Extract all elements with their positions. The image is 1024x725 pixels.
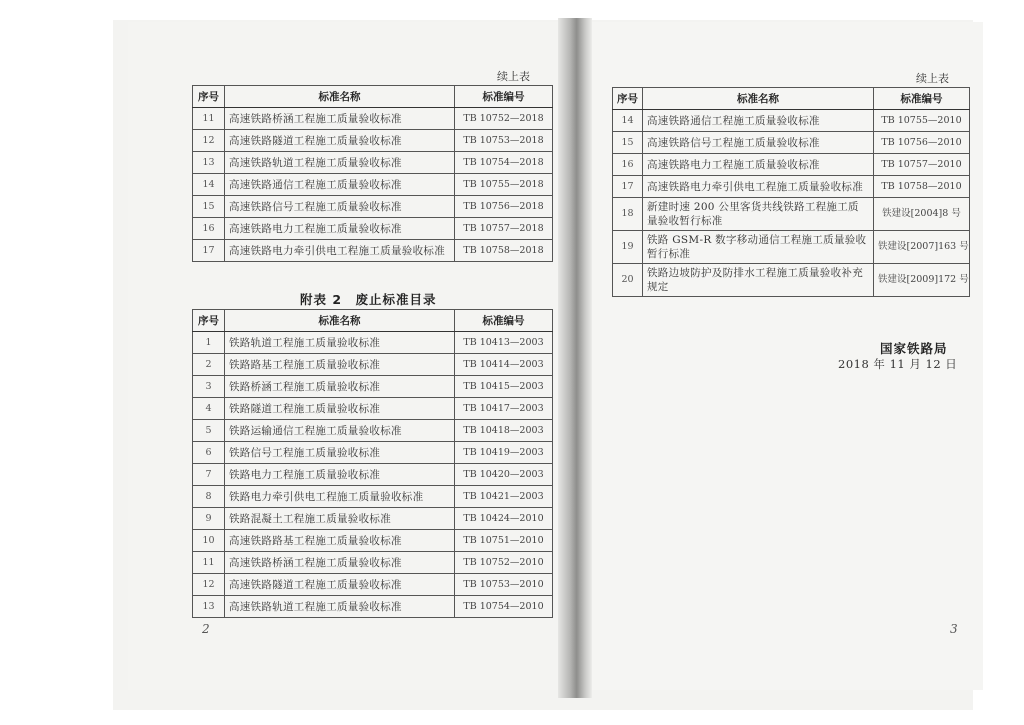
standard-name: 高速铁路轨道工程施工质量验收标准 xyxy=(225,152,455,174)
row-number: 8 xyxy=(193,486,225,508)
standard-code: TB 10757—2010 xyxy=(874,154,970,176)
standard-code: TB 10751—2010 xyxy=(455,530,553,552)
standard-code: TB 10419—2003 xyxy=(455,442,553,464)
standard-name: 高速铁路电力牵引供电工程施工质量验收标准 xyxy=(643,176,874,198)
row-number: 6 xyxy=(193,442,225,464)
standard-name: 高速铁路电力牵引供电工程施工质量验收标准 xyxy=(225,240,455,262)
standard-name: 铁路路基工程施工质量验收标准 xyxy=(225,354,455,376)
header-no: 序号 xyxy=(613,88,643,110)
abolished-standards-table xyxy=(192,309,553,618)
row-number: 1 xyxy=(193,332,225,354)
standard-name: 高速铁路隧道工程施工质量验收标准 xyxy=(225,130,455,152)
header-name: 标准名称 xyxy=(643,88,874,110)
standard-code: TB 10420—2003 xyxy=(455,464,553,486)
row-number: 13 xyxy=(193,596,225,618)
standard-name: 高速铁路路基工程施工质量验收标准 xyxy=(225,530,455,552)
standard-code: TB 10755—2018 xyxy=(455,174,553,196)
table-row xyxy=(193,530,553,552)
row-number: 3 xyxy=(193,376,225,398)
issue-date: 2018 年 11 月 12 日 xyxy=(838,357,958,371)
standard-name: 铁路运输通信工程施工质量验收标准 xyxy=(225,420,455,442)
standard-code: TB 10755—2010 xyxy=(874,110,970,132)
standard-code: TB 10421—2003 xyxy=(455,486,553,508)
table-row xyxy=(193,398,553,420)
header-name: 标准名称 xyxy=(225,310,455,332)
page-number-left: 2 xyxy=(202,622,210,636)
row-number: 4 xyxy=(193,398,225,420)
table-row xyxy=(613,198,970,231)
standard-name: 铁路信号工程施工质量验收标准 xyxy=(225,442,455,464)
header-code: 标准编号 xyxy=(874,88,970,110)
standard-code: TB 10752—2018 xyxy=(455,108,553,130)
continued-label-left: 续上表 xyxy=(497,70,530,83)
standard-name: 铁路桥涵工程施工质量验收标准 xyxy=(225,376,455,398)
table-header-row xyxy=(613,88,970,110)
row-number: 17 xyxy=(193,240,225,262)
table-row xyxy=(193,108,553,130)
standard-name: 铁路 GSM-R 数字移动通信工程施工质量验收暂行标准 xyxy=(643,231,874,264)
row-number: 14 xyxy=(613,110,643,132)
table-row xyxy=(613,154,970,176)
table-row xyxy=(193,354,553,376)
table-row xyxy=(193,574,553,596)
standards-table-continued-right xyxy=(612,87,970,297)
standard-code: TB 10417—2003 xyxy=(455,398,553,420)
standard-name: 高速铁路桥涵工程施工质量验收标准 xyxy=(225,108,455,130)
table-row xyxy=(193,332,553,354)
standard-code: TB 10754—2010 xyxy=(455,596,553,618)
standard-name: 铁路混凝土工程施工质量验收标准 xyxy=(225,508,455,530)
standard-name: 高速铁路电力工程施工质量验收标准 xyxy=(225,218,455,240)
standard-code: 铁建设[2004]8 号 xyxy=(874,198,970,231)
row-number: 16 xyxy=(193,218,225,240)
standard-code: TB 10753—2018 xyxy=(455,130,553,152)
row-number: 15 xyxy=(613,132,643,154)
standard-name: 高速铁路桥涵工程施工质量验收标准 xyxy=(225,552,455,574)
table-row xyxy=(613,231,970,264)
standard-code: TB 10757—2018 xyxy=(455,218,553,240)
standard-code: 铁建设[2009]172 号 xyxy=(874,264,970,297)
row-number: 9 xyxy=(193,508,225,530)
row-number: 14 xyxy=(193,174,225,196)
standard-code: TB 10414—2003 xyxy=(455,354,553,376)
standard-code: TB 10415—2003 xyxy=(455,376,553,398)
standard-name: 高速铁路信号工程施工质量验收标准 xyxy=(225,196,455,218)
standards-table-continued xyxy=(192,85,553,262)
row-number: 13 xyxy=(193,152,225,174)
row-number: 2 xyxy=(193,354,225,376)
header-name: 标准名称 xyxy=(225,86,455,108)
book-gutter xyxy=(558,18,592,698)
table-row xyxy=(193,464,553,486)
table-row xyxy=(613,176,970,198)
standard-code: TB 10424—2010 xyxy=(455,508,553,530)
table-row xyxy=(193,218,553,240)
standard-code: TB 10752—2010 xyxy=(455,552,553,574)
row-number: 15 xyxy=(193,196,225,218)
standard-name: 铁路隧道工程施工质量验收标准 xyxy=(225,398,455,420)
standard-code: TB 10753—2010 xyxy=(455,574,553,596)
standard-name: 铁路边坡防护及防排水工程施工质量验收补充规定 xyxy=(643,264,874,297)
row-number: 12 xyxy=(193,574,225,596)
table-row xyxy=(613,264,970,297)
standard-code: TB 10418—2003 xyxy=(455,420,553,442)
table-header-row xyxy=(193,86,553,108)
header-code: 标准编号 xyxy=(455,86,553,108)
standard-name: 新建时速 200 公里客货共线铁路工程施工质量验收暂行标准 xyxy=(643,198,874,231)
appendix-title: 附表 2 废止标准目录 xyxy=(300,292,437,307)
table-row xyxy=(193,174,553,196)
table-row xyxy=(193,442,553,464)
standard-code: TB 10756—2018 xyxy=(455,196,553,218)
row-number: 11 xyxy=(193,552,225,574)
standard-name: 高速铁路电力工程施工质量验收标准 xyxy=(643,154,874,176)
table-row xyxy=(613,132,970,154)
row-number: 12 xyxy=(193,130,225,152)
table-row xyxy=(193,196,553,218)
standard-name: 铁路轨道工程施工质量验收标准 xyxy=(225,332,455,354)
standard-code: TB 10758—2010 xyxy=(874,176,970,198)
standard-name: 高速铁路轨道工程施工质量验收标准 xyxy=(225,596,455,618)
table-row xyxy=(193,552,553,574)
standard-name: 铁路电力工程施工质量验收标准 xyxy=(225,464,455,486)
row-number: 18 xyxy=(613,198,643,231)
row-number: 5 xyxy=(193,420,225,442)
header-code: 标准编号 xyxy=(455,310,553,332)
row-number: 17 xyxy=(613,176,643,198)
table-row xyxy=(193,508,553,530)
standard-code: TB 10756—2010 xyxy=(874,132,970,154)
header-no: 序号 xyxy=(193,310,225,332)
table-row xyxy=(193,376,553,398)
standard-code: 铁建设[2007]163 号 xyxy=(874,231,970,264)
standard-name: 高速铁路隧道工程施工质量验收标准 xyxy=(225,574,455,596)
continued-label-right: 续上表 xyxy=(916,72,949,85)
table-row xyxy=(193,130,553,152)
page-number-right: 3 xyxy=(950,622,958,636)
standard-name: 铁路电力牵引供电工程施工质量验收标准 xyxy=(225,486,455,508)
issuer-name: 国家铁路局 xyxy=(880,341,948,356)
row-number: 7 xyxy=(193,464,225,486)
standard-name: 高速铁路信号工程施工质量验收标准 xyxy=(643,132,874,154)
table-header-row xyxy=(193,310,553,332)
standard-name: 高速铁路通信工程施工质量验收标准 xyxy=(643,110,874,132)
standard-name: 高速铁路通信工程施工质量验收标准 xyxy=(225,174,455,196)
table-row xyxy=(193,152,553,174)
row-number: 11 xyxy=(193,108,225,130)
row-number: 10 xyxy=(193,530,225,552)
table-row xyxy=(193,420,553,442)
row-number: 16 xyxy=(613,154,643,176)
row-number: 19 xyxy=(613,231,643,264)
row-number: 20 xyxy=(613,264,643,297)
standard-code: TB 10754—2018 xyxy=(455,152,553,174)
table-row xyxy=(613,110,970,132)
table-row xyxy=(193,486,553,508)
table-row xyxy=(193,240,553,262)
table-row xyxy=(193,596,553,618)
standard-code: TB 10413—2003 xyxy=(455,332,553,354)
header-no: 序号 xyxy=(193,86,225,108)
standard-code: TB 10758—2018 xyxy=(455,240,553,262)
